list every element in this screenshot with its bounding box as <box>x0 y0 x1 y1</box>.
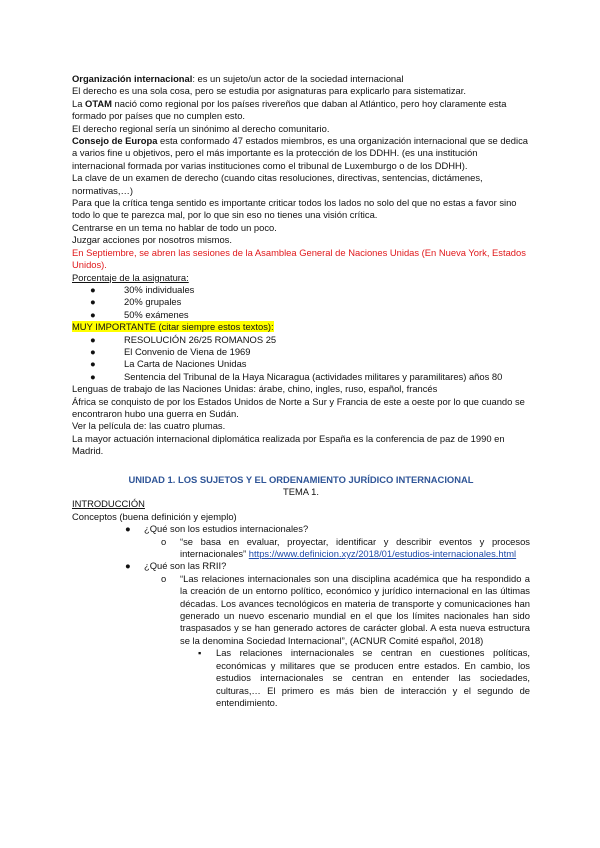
answer-text: “se basa en evaluar, proyectar, identificar y describir eventos y procesos internacionales” <box>180 535 530 560</box>
list-item <box>72 346 530 358</box>
movie-line: Ver la película de: las cuatro plumas. <box>72 420 226 432</box>
list-item-text: La Carta de Naciones Unidas <box>124 358 247 370</box>
circle-bullet-icon: o <box>161 535 167 547</box>
list-item-text: 20% grupales <box>124 296 182 308</box>
spain-line: La mayor actuación internacional diplomática realizada por España es la conferencia de paz de 1990 en Madrid. <box>72 432 505 457</box>
intro-line-derecho: El derecho es una sola cosa, pero se estudia por asignaturas para explicarlo para sistematizar. <box>72 85 466 97</box>
question-item <box>72 523 530 535</box>
bullet-icon: ● <box>90 296 96 308</box>
term-consejo-europa: Consejo de Europa <box>72 135 158 147</box>
intro-line-examen: La clave de un examen de derecho (cuando citas resoluciones, directivas, sentencias, dictámenes, normativas,…) <box>72 172 483 196</box>
intro-line-critica: Para que la crítica tenga sentido es importante criticar todos los lados no solo del que no estas a favor sino todo lo que te parezca mal, por lo que sin eso no tienes una visión crítica. <box>72 197 517 221</box>
answer-item <box>72 536 530 561</box>
list-item-text: 30% individuales <box>124 283 195 295</box>
square-bullet-icon: ▪ <box>198 647 202 659</box>
intro-line-centrarse: Centrarse en un tema no hablar de todo un poco. <box>72 221 277 233</box>
intro-line-juzgar: Juzgar acciones por nosotros mismos. <box>72 234 232 246</box>
intro-line-3-text: nació como regional por los países rivereños que daban al Atlántico, pero hoy claramente esta formado por países que no cumplen esto. <box>72 97 507 122</box>
bullet-icon: ● <box>90 345 96 357</box>
list-item <box>72 284 530 296</box>
bullet-icon: ● <box>90 370 96 382</box>
important-heading-line <box>72 321 530 333</box>
bullet-icon: ● <box>125 523 131 535</box>
sub-answer-text: Las relaciones internacionales se centran en cuestiones políticas, económicas y militares que se producen entre estados. En cambio, los estudios internacionales se centran en entender las sociedades, culturas,… El primero es más bien de interacción y el segundo de entendimiento. <box>216 647 530 708</box>
question-item <box>72 560 530 572</box>
languages-line: Lenguas de trabajo de las Naciones Unidas: árabe, chino, ingles, ruso, español, francés <box>72 383 438 395</box>
intro-line-5-text: esta conformado 47 estados miembros, es una organización internacional que se dedica a varios fine u objetivos, pero el más importante es la protección de los DDHH. (es una institución internacional formada por varias instituciones como el tribunal de Luxemburgo o de los DDHH). <box>72 135 528 171</box>
circle-bullet-icon: o <box>161 572 167 584</box>
intro-line-regional: El derecho regional sería un sinónimo al derecho comunitario. <box>72 122 330 134</box>
question-text: ¿Qué son los estudios internacionales? <box>144 523 309 535</box>
list-item-text: El Convenio de Viena de 1969 <box>124 345 251 357</box>
intro-line-1-text: : es un sujeto/un actor de la sociedad internacional <box>192 73 404 84</box>
document-content <box>72 73 530 709</box>
intro-line-otam <box>72 98 530 123</box>
list-item <box>72 296 530 308</box>
bullet-icon: ● <box>125 560 131 572</box>
list-item-text: RESOLUCIÓN 26/25 ROMANOS 25 <box>124 333 277 345</box>
source-link[interactable]: https://www.definicion.xyz/2018/01/estudios-internacionales.html <box>248 548 517 560</box>
intro-line-3-pre: La <box>72 97 86 109</box>
bullet-icon: ● <box>90 358 96 370</box>
answer-text: “Las relaciones internacionales son una disciplina académica que ha respondido a la creación de un entorno político, económico y jurídico internacional en las últimas décadas. Los avances tecnológicos en materia de transporte y comunicaciones han generado un nuevo escenario mundial en el que los límites nacionales han sido traspasados y se han generado actores de carácter global. A esta nueva estructura se la denomina Sociedad Internacional”, (ACNUR Comité español, 2018) <box>180 572 530 646</box>
list-item <box>72 334 530 346</box>
list-item-text: Sentencia del Tribunal de la Haya Nicaragua (actividades militares y paramilitares) años 80 <box>124 370 503 382</box>
list-item <box>72 309 530 321</box>
intro-line-consejo <box>72 135 530 172</box>
intro-heading: INTRODUCCIÓN <box>72 498 145 510</box>
percentages-heading: Porcentaje de la asignatura: <box>72 271 189 283</box>
list-item <box>72 371 530 383</box>
sub-answer-item <box>72 647 530 709</box>
tema-title: TEMA 1. <box>283 486 319 497</box>
answer-item <box>72 573 530 647</box>
bullet-icon: ● <box>90 308 96 320</box>
term-otam: OTAM <box>85 97 112 109</box>
intro-line-organizacion <box>72 73 530 85</box>
list-item-text: 50% exámenes <box>124 308 189 320</box>
important-heading: MUY IMPORTANTE (citar siempre estos textos): <box>72 321 274 333</box>
concepts-line: Conceptos (buena definición y ejemplo) <box>72 510 237 522</box>
intro-line-septiembre: En Septiembre, se abren las sesiones de la Asamblea General de Naciones Unidas (En Nueva York, Estados Unidos). <box>72 246 526 271</box>
bullet-icon: ● <box>90 333 96 345</box>
list-item <box>72 358 530 370</box>
unit-title: UNIDAD 1. LOS SUJETOS Y EL ORDENAMIENTO JURÍDICO INTERNACIONAL <box>128 473 474 485</box>
question-text: ¿Qué son las RRII? <box>144 560 227 572</box>
africa-line: África se conquisto de por los Estados Unidos de Norte a Sur y Francia de este a oeste por lo que cuando se encontraron hubo una guerra en Sudán. <box>72 395 525 419</box>
term-organizacion: Organización internacional <box>72 73 193 84</box>
bullet-icon: ● <box>90 283 96 295</box>
